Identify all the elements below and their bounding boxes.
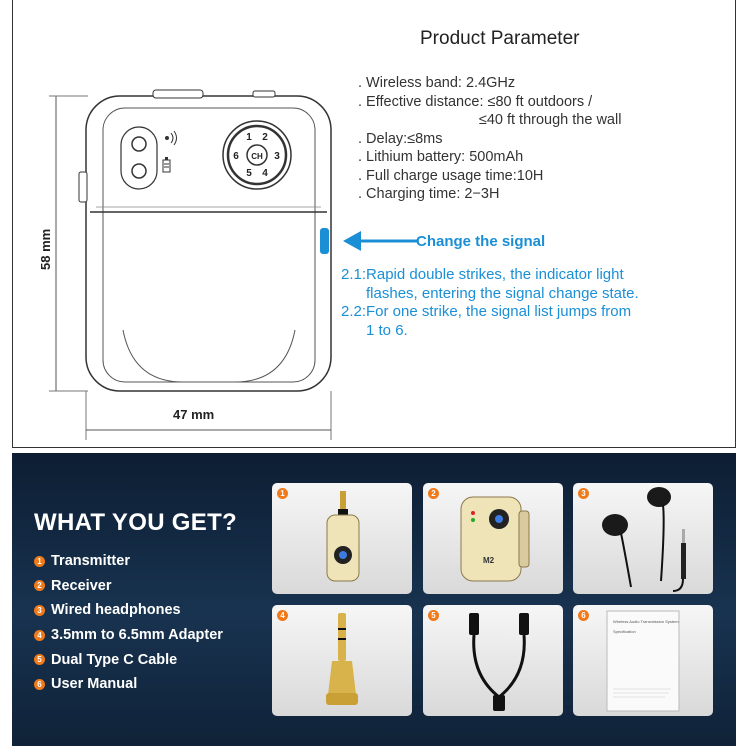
parameter-list bbox=[358, 74, 621, 204]
spec-panel bbox=[12, 0, 736, 448]
card-badge: 2 bbox=[428, 488, 439, 499]
step-line: flashes, entering the signal change state. bbox=[341, 284, 639, 302]
card-badge: 3 bbox=[578, 488, 589, 499]
list-item bbox=[34, 598, 223, 623]
list-item bbox=[34, 574, 223, 599]
item-label: Receiver bbox=[51, 577, 112, 594]
headphones-card bbox=[573, 483, 713, 594]
param-line: . Delay:≤8ms bbox=[358, 130, 443, 147]
channel-3: 3 bbox=[274, 151, 280, 162]
receiver-image bbox=[423, 483, 563, 594]
what-you-get-heading: WHAT YOU GET? bbox=[34, 509, 238, 536]
item-label: Transmitter bbox=[51, 553, 130, 570]
item-number: 3 bbox=[34, 605, 45, 616]
step-line: 2.2:For one strike, the signal list jumps from bbox=[341, 303, 632, 320]
step-line: 1 to 6. bbox=[341, 321, 408, 339]
item-number: 4 bbox=[34, 630, 45, 641]
battery-icon bbox=[163, 160, 170, 172]
headphones-image bbox=[573, 483, 713, 594]
item-label: Dual Type C Cable bbox=[51, 651, 178, 668]
receiver-model-label: M2 bbox=[483, 556, 495, 565]
manual-card bbox=[573, 605, 713, 716]
signal-steps bbox=[341, 266, 639, 340]
product-parameter-title: Product Parameter bbox=[420, 28, 580, 49]
list-item bbox=[34, 549, 223, 574]
height-label: 58 mm bbox=[38, 228, 53, 270]
item-label: 3.5mm to 6.5mm Adapter bbox=[51, 627, 223, 644]
top-dial bbox=[153, 90, 203, 98]
item-number: 1 bbox=[34, 556, 45, 567]
manual-title: Wireless Audio Transmission System bbox=[613, 619, 679, 624]
param-line: . Charging time: 2−3H bbox=[358, 186, 500, 202]
device-diagram bbox=[13, 0, 737, 448]
channel-center-label: CH bbox=[251, 152, 263, 161]
list-item bbox=[34, 672, 223, 697]
manual-image bbox=[573, 605, 713, 716]
package-list bbox=[34, 549, 223, 697]
signal-button bbox=[320, 228, 329, 254]
transmitter-card bbox=[272, 483, 412, 594]
list-item bbox=[34, 647, 223, 672]
param-line: ≤40 ft through the wall bbox=[358, 112, 622, 128]
item-number: 6 bbox=[34, 679, 45, 690]
param-line: . Lithium battery: 500mAh bbox=[358, 149, 524, 165]
device-outline bbox=[86, 96, 331, 391]
item-label: Wired headphones bbox=[51, 602, 181, 619]
sound-icon bbox=[165, 136, 169, 140]
param-line: . Wireless band: 2.4GHz bbox=[358, 75, 516, 91]
channel-6: 6 bbox=[233, 151, 239, 162]
card-badge: 5 bbox=[428, 610, 439, 621]
item-number: 5 bbox=[34, 654, 45, 665]
channel-5: 5 bbox=[246, 168, 252, 179]
cable-image bbox=[423, 605, 563, 716]
step-line: 2.1:Rapid double strikes, the indicator light bbox=[341, 266, 624, 283]
width-label: 47 mm bbox=[173, 407, 215, 422]
channel-2: 2 bbox=[262, 132, 268, 143]
channel-1: 1 bbox=[246, 132, 252, 143]
param-line: . Effective distance: ≤80 ft outdoors / bbox=[358, 93, 593, 110]
change-signal-label: Change the signal bbox=[416, 233, 546, 250]
card-badge: 4 bbox=[277, 610, 288, 621]
transmitter-image bbox=[272, 483, 412, 594]
item-label: User Manual bbox=[51, 676, 138, 693]
cable-card bbox=[423, 605, 563, 716]
card-badge: 6 bbox=[578, 610, 589, 621]
channel-4: 4 bbox=[262, 168, 268, 179]
adapter-card bbox=[272, 605, 412, 716]
adapter-image bbox=[272, 605, 412, 716]
receiver-card bbox=[423, 483, 563, 594]
list-item bbox=[34, 623, 223, 648]
package-panel bbox=[12, 453, 736, 746]
card-badge: 1 bbox=[277, 488, 288, 499]
item-number: 2 bbox=[34, 580, 45, 591]
manual-subtitle: Specification bbox=[613, 629, 636, 634]
param-line: . Full charge usage time:10H bbox=[358, 167, 544, 184]
